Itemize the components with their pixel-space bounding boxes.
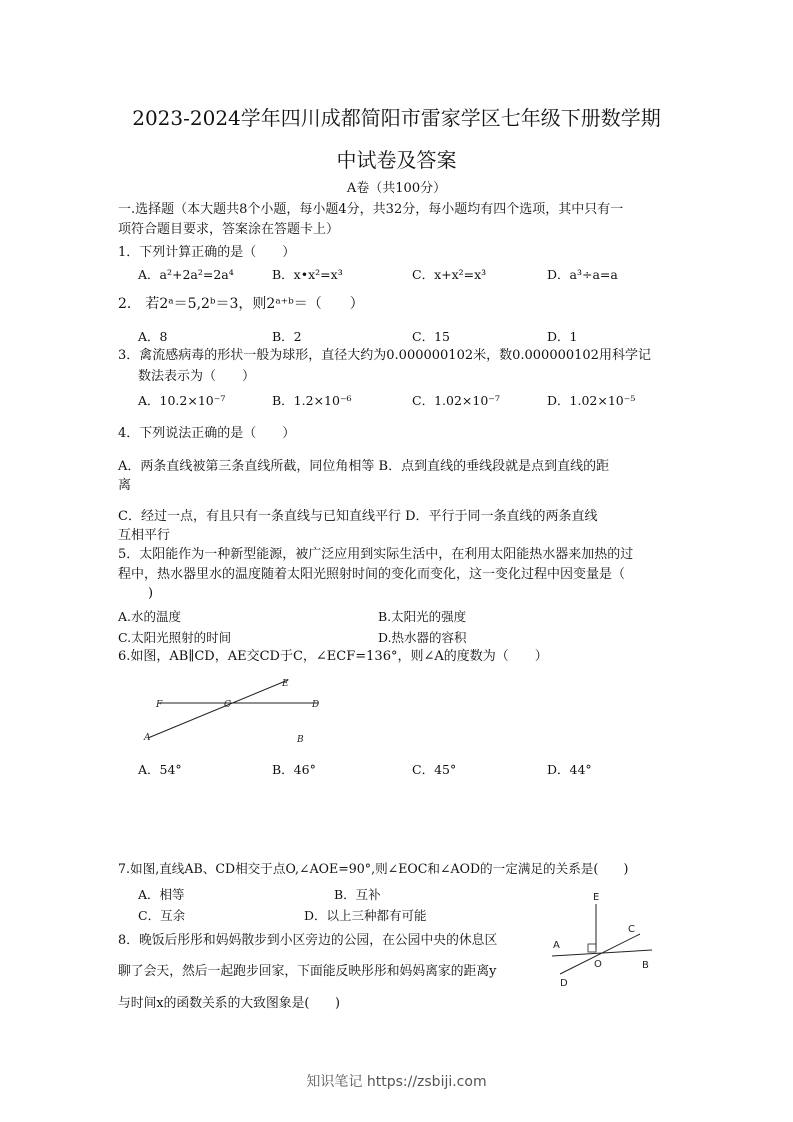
q6-label-b: B: [297, 735, 304, 745]
q2-option-d: D．1: [547, 329, 578, 344]
footer-watermark: 知识笔记 https://zsbiji.com: [306, 1074, 487, 1090]
q5-option-c: C.太阳光照射的时间: [118, 630, 232, 645]
q1-stem: 1．下列计算正确的是（ ）: [118, 245, 296, 260]
q3-stem-line1: 3．禽流感病毒的形状一般为球形，直径大约为0.000000102米，数0.000000102用科学记: [118, 348, 651, 363]
q6-option-b: B．46°: [272, 762, 316, 777]
q8-stem-line1: 8．晚饭后彤彤和妈妈散步到小区旁边的公园，在公园中央的休息区: [118, 933, 498, 948]
q3-option-d: D．1.02×10⁻⁵: [547, 393, 636, 408]
q6-figure: [140, 672, 340, 747]
part1-instructions-line1: 一.选择题（本大题共8个小题，每小题4分，共32分，每小题均有四个选项，其中只有一: [118, 202, 624, 217]
q7-right-angle-mark: [588, 944, 596, 952]
q6-option-a: A．54°: [138, 762, 182, 777]
q5-option-d: D.热水器的容积: [378, 630, 467, 645]
q3-option-b: B．1.2×10⁻⁶: [272, 393, 352, 408]
q7-figure: [548, 886, 660, 994]
q6-label-d: D: [312, 700, 320, 710]
q7-label-d: D: [560, 978, 568, 989]
q2-stem: 2． 若2ᵃ＝5,2ᵇ＝3，则2ᵃ⁺ᵇ＝（ ）: [118, 296, 364, 312]
q3-stem-line2: 数法表示为（ ）: [138, 369, 256, 384]
q5-option-b: B.太阳光的强度: [378, 609, 467, 624]
q7-option-c: C．互余: [138, 908, 186, 923]
q7-option-a: A．相等: [138, 887, 185, 902]
q5-stem-line2: 程中，热水器里水的温度随着太阳光照射时间的变化而变化，这一变化过程中因变量是（: [118, 567, 626, 582]
q6-label-a: A: [144, 733, 151, 743]
q7-label-c: C: [628, 924, 635, 935]
q5-stem-line3: ): [148, 586, 154, 601]
q5-option-a: A.水的温度: [118, 609, 182, 624]
q1-option-c: C．x+x²=x³: [412, 267, 487, 282]
q8-stem-line3: 与时间x的函数关系的大致图象是( ): [118, 996, 340, 1011]
q1-option-b: B．x•x²=x³: [272, 267, 343, 282]
q8-stem-line2: 聊了会天，然后一起跑步回家，下面能反映彤彤和妈妈离家的距离y: [118, 964, 497, 979]
q7-option-b: B．互补: [334, 887, 381, 902]
q1-option-a: A．a²+2a²=2a⁴: [138, 267, 234, 282]
q1-option-d: D．a³÷a=a: [547, 267, 618, 282]
q4-options-line4: 互相平行: [118, 528, 171, 543]
part1-instructions-line2: 项符合题目要求，答案涂在答题卡上）: [118, 222, 340, 237]
q6-line-ae: [148, 680, 288, 738]
q6-label-e: E: [282, 679, 289, 689]
q4-options-line2: 离: [118, 478, 132, 493]
q7-label-a: A: [553, 940, 560, 951]
q7-option-d: D．以上三种都有可能: [304, 908, 427, 923]
q6-label-f: F: [156, 700, 163, 710]
q6-stem: 6.如图，AB∥CD，AE交CD于C，∠ECF=136°，则∠A的度数为（ ）: [118, 649, 548, 664]
q7-label-b: B: [642, 960, 649, 971]
q4-stem: 4．下列说法正确的是（ ）: [118, 426, 296, 441]
q3-option-a: A．10.2×10⁻⁷: [138, 393, 226, 408]
q5-stem-line1: 5．太阳能作为一种新型能源，被广泛应用到实际生活中，在利用太阳能热水器来加热的过: [118, 547, 634, 562]
section-heading: A卷（共100分）: [346, 181, 447, 196]
q2-option-a: A．8: [138, 329, 168, 344]
q4-options-line1: A．两条直线被第三条直线所截，同位角相等 B．点到直线的垂线段就是点到直线的距: [118, 459, 610, 474]
q2-option-c: C．15: [412, 329, 450, 344]
page-title-line1: 2023-2024学年四川成都简阳市雷家学区七年级下册数学期: [132, 106, 661, 130]
q7-label-o: O: [594, 959, 602, 970]
q6-option-d: D．44°: [547, 762, 592, 777]
q2-option-b: B．2: [272, 329, 302, 344]
page-title-line2: 中试卷及答案: [336, 148, 457, 172]
q6-label-c: C: [224, 700, 231, 710]
q7-label-e: E: [593, 892, 600, 903]
q6-option-c: C．45°: [412, 762, 457, 777]
q4-options-line3: C．经过一点，有且只有一条直线与已知直线平行 D．平行于同一条直线的两条直线: [118, 509, 598, 524]
q7-stem: 7.如图,直线AB、CD相交于点O,∠AOE=90°,则∠EOC和∠AOD的一定满足的关系是( ): [118, 861, 629, 876]
q3-option-c: C．1.02×10⁻⁷: [412, 393, 500, 408]
